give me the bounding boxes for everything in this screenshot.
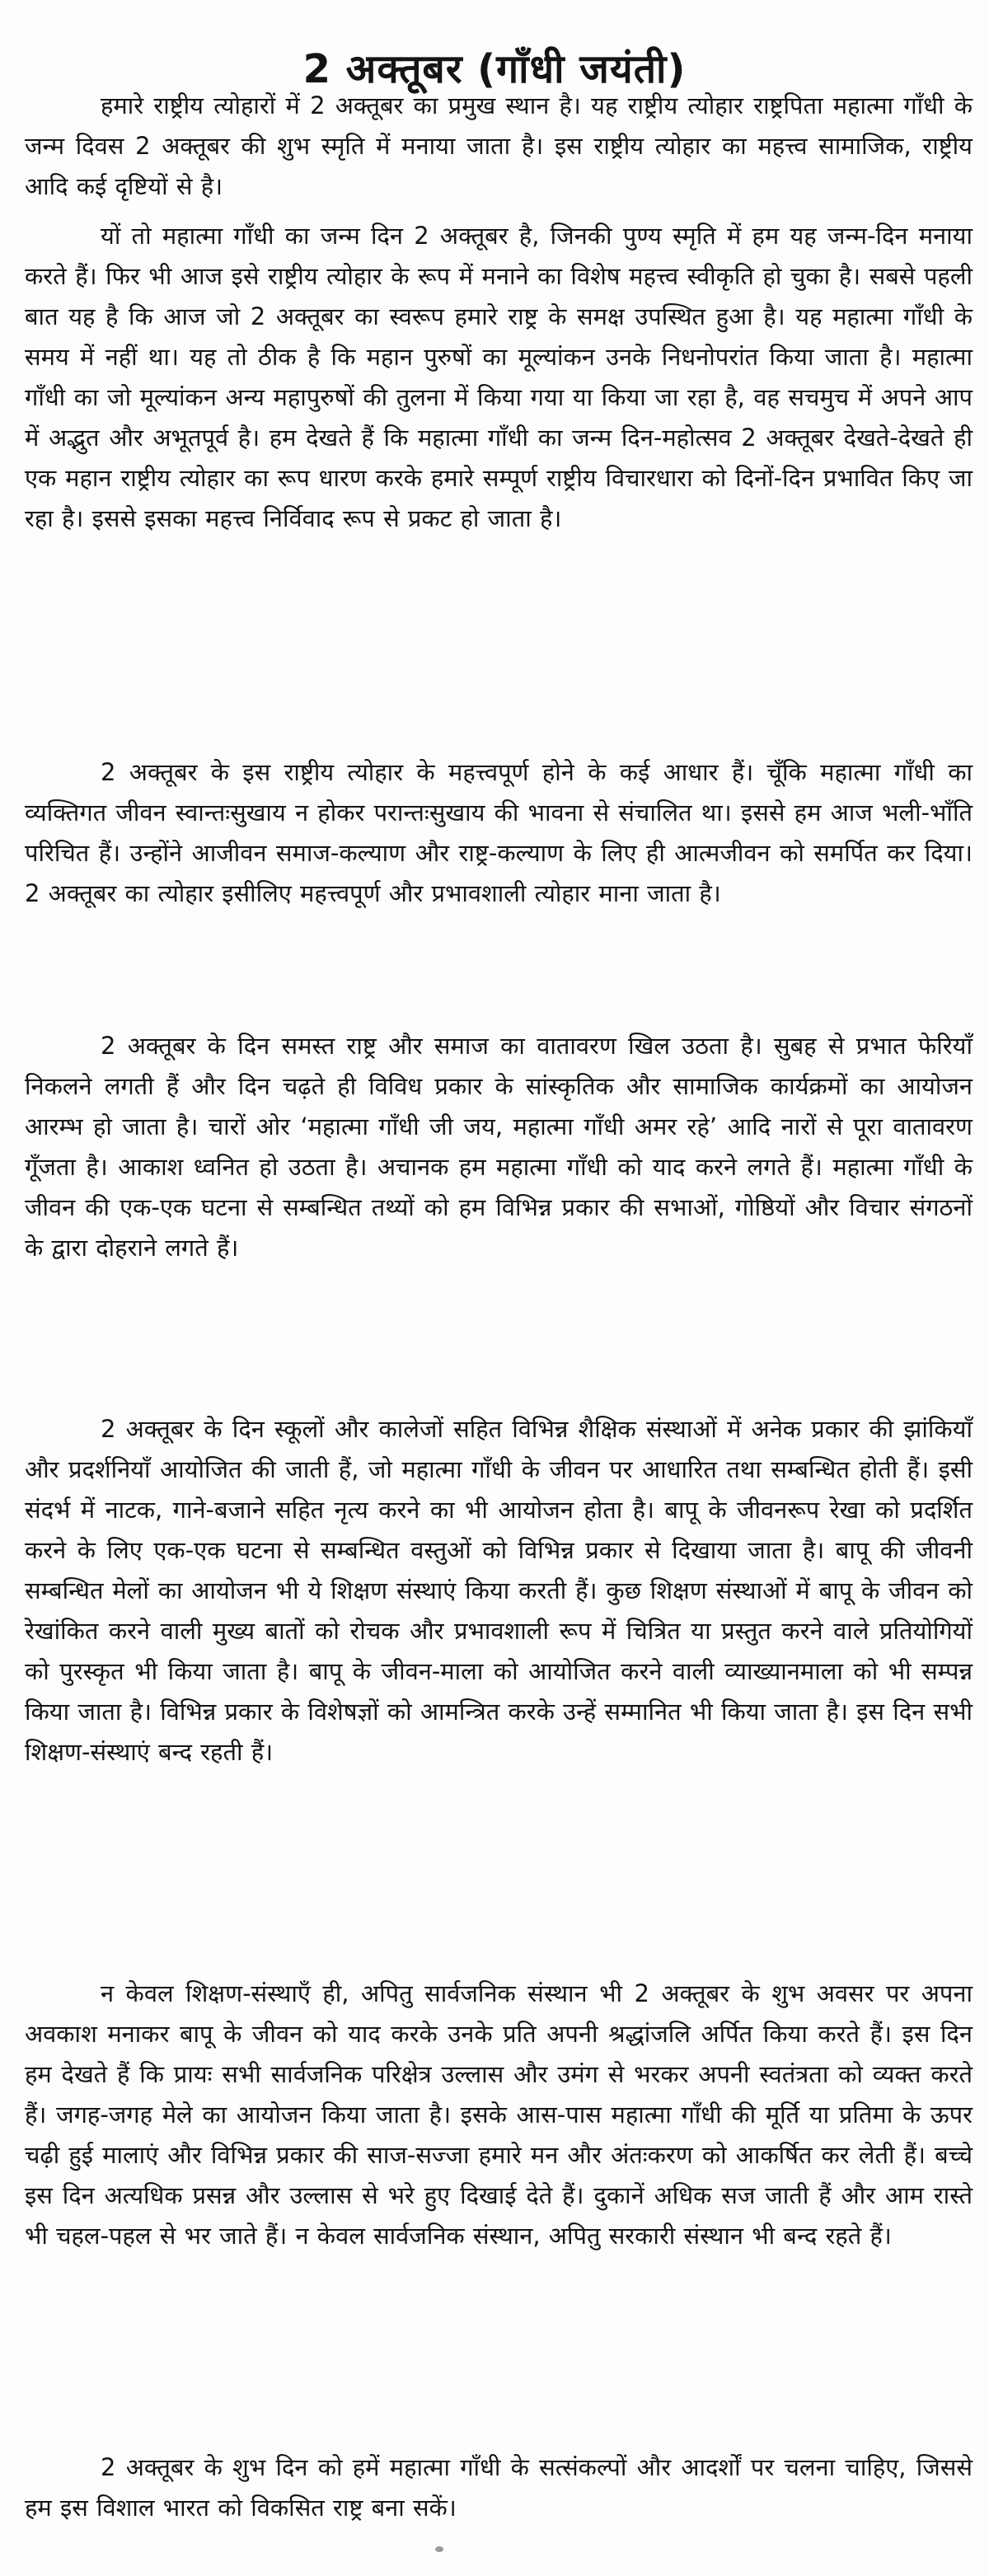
paragraph-3: 2 अक्तूबर के इस राष्ट्रीय त्योहार के महत्त्वपूर्ण होने के कई आधार हैं। चूँकि महात्मा गाँधी का व्यक्तिगत जीवन स्वान्तःसुखाय न होकर परान्तःसुखाय की भावना से संचालित था। इससे हम आज भली-भाँति परिचित हैं। उन्होंने आजीवन समाज-कल्याण और राष्ट्र-कल्याण के लिए ही आत्मजीवन को समर्पित कर दिया। 2 अक्तूबर का त्योहार इसीलिए महत्त्वपूर्ण और प्रभावशाली त्योहार माना जाता है। xyxy=(25,758,973,907)
paragraph-7: 2 अक्तूबर के शुभ दिन को हमें महात्मा गाँधी के सत्संकल्पों और आदर्शों पर चलना चाहिए, जिससे हम इस विशाल भारत को विकसित राष्ट्र बना सकें। xyxy=(25,2453,973,2522)
essay-title: 2 अक्तूबर (गाँधी जयंती) xyxy=(302,46,687,93)
paragraph-5: 2 अक्तूबर के दिन स्कूलों और कालेजों सहित विभिन्न शैक्षिक संस्थाओं में अनेक प्रकार की झांकियाँ और प्रदर्शनियाँ आयोजित की जाती हैं, जो महात्मा गाँधी के जीवन पर आधारित तथा सम्बन्धित होती हैं। इसी संदर्भ में नाटक, गाने-बजाने सहित नृत्य करने का भी आयोजन होता है। बापू के जीवनरूप रेखा को प्रदर्शित करने के लिए एक-एक घटना से सम्बन्धित वस्तुओं को विभिन्न प्रकार से दिखाया जाता है। बापू की जीवनी सम्बन्धित मेलों का आयोजन भी ये शिक्षण संस्थाएं किया करती हैं। कुछ शिक्षण संस्थाओं में बापू के जीवन को रेखांकित करने वाली मुख्य बातों को रोचक और प्रभावशाली रूप में चित्रित या प्रस्तुत करने वाले प्रतियोगियों को पुरस्कृत भी किया जाता है। बापू के जीवन-माला को आयोजित करने वाली व्याख्यानमाला को भी सम्पन्न किया जाता है। विभिन्न प्रकार के विशेषज्ञों को आमन्त्रित करके उन्हें सम्मानित भी किया जाता है। इस दिन सभी शिक्षण-संस्थाएं बन्द रहती हैं। xyxy=(25,1415,973,1766)
paragraph-1: हमारे राष्ट्रीय त्योहारों में 2 अक्तूबर का प्रमुख स्थान है। यह राष्ट्रीय त्योहार राष्ट्रपिता महात्मा गाँधी के जन्म दिवस 2 अक्तूबर की शुभ स्मृति में मनाया जाता है। इस राष्ट्रीय त्योहार का महत्त्व सामाजिक, राष्ट्रीय आदि कई दृष्टियों से है। xyxy=(25,91,973,200)
scan-speck xyxy=(435,2546,443,2552)
paragraph-6: न केवल शिक्षण-संस्थाएँ ही, अपितु सार्वजनिक संस्थान भी 2 अक्तूबर के शुभ अवसर पर अपना अवकाश मनाकर बापू के जीवन को याद करके उनके प्रति अपनी श्रद्धांजलि अर्पित किया करते हैं। इस दिन हम देखते हैं कि प्रायः सभी सार्वजनिक परिक्षेत्र उल्लास और उमंग से भरकर अपनी स्वतंत्रता को व्यक्त करते हैं। जगह-जगह मेले का आयोजन किया जाता है। इसके आस-पास महात्मा गाँधी की मूर्ति या प्रतिमा के ऊपर चढ़ी हुई मालाएं और विभिन्न प्रकार की साज-सज्जा हमारे मन और अंतःकरण को आकर्षित कर लेती हैं। बच्चे इस दिन अत्यधिक प्रसन्न और उल्लास से भरे हुए दिखाई देते हैं। दुकानें अधिक सज जाती हैं और आम रास्ते भी चहल-पहल से भर जाते हैं। न केवल सार्वजनिक संस्थान, अपितु सरकारी संस्थान भी बन्द रहते हैं। xyxy=(25,1979,973,2250)
paragraph-4: 2 अक्तूबर के दिन समस्त राष्ट्र और समाज का वातावरण खिल उठता है। सुबह से प्रभात फेरियाँ निकलने लगती हैं और दिन चढ़ते ही विविध प्रकार के सांस्कृतिक और सामाजिक कार्यक्रमों का आयोजन आरम्भ हो जाता है। चारों ओर ‘महात्मा गाँधी जी जय, महात्मा गाँधी अमर रहे’ आदि नारों से पूरा वातावरण गूँजता है। आकाश ध्वनित हो उठता है। अचानक हम महात्मा गाँधी को याद करने लगते हैं। महात्मा गाँधी के जीवन की एक-एक घटना से सम्बन्धित तथ्यों को हम विभिन्न प्रकार की सभाओं, गोष्ठियों और विचार संगठनों के द्वारा दोहराने लगते हैं। xyxy=(25,1032,973,1262)
paragraph-2: यों तो महात्मा गाँधी का जन्म दिन 2 अक्तूबर है, जिनकी पुण्य स्मृति में हम यह जन्म-दिन मनाया करते हैं। फिर भी आज इसे राष्ट्रीय त्योहार के रूप में मनाने का विशेष महत्त्व स्वीकृति हो चुका है। सबसे पहली बात यह है कि आज जो 2 अक्तूबर का स्वरूप हमारे राष्ट्र के समक्ष उपस्थित हुआ है। यह महात्मा गाँधी के समय में नहीं था। यह तो ठीक है कि महान पुरुषों का मूल्यांकन उनके निधनोपरांत किया जाता है। महात्मा गाँधी का जो मूल्यांकन अन्य महापुरुषों की तुलना में किया गया या किया जा रहा है, वह सचमुच में अपने आप में अद्भुत और अभूतपूर्व है। हम देखते हैं कि महात्मा गाँधी का जन्म दिन-महोत्सव 2 अक्तूबर देखते-देखते ही एक महान राष्ट्रीय त्योहार का रूप धारण करके हमारे सम्पूर्ण राष्ट्रीय विचारधारा को दिनों-दिन प्रभावित किए जा रहा है। इससे इसका महत्त्व निर्विवाद रूप से प्रकट हो जाता है। xyxy=(25,222,973,532)
